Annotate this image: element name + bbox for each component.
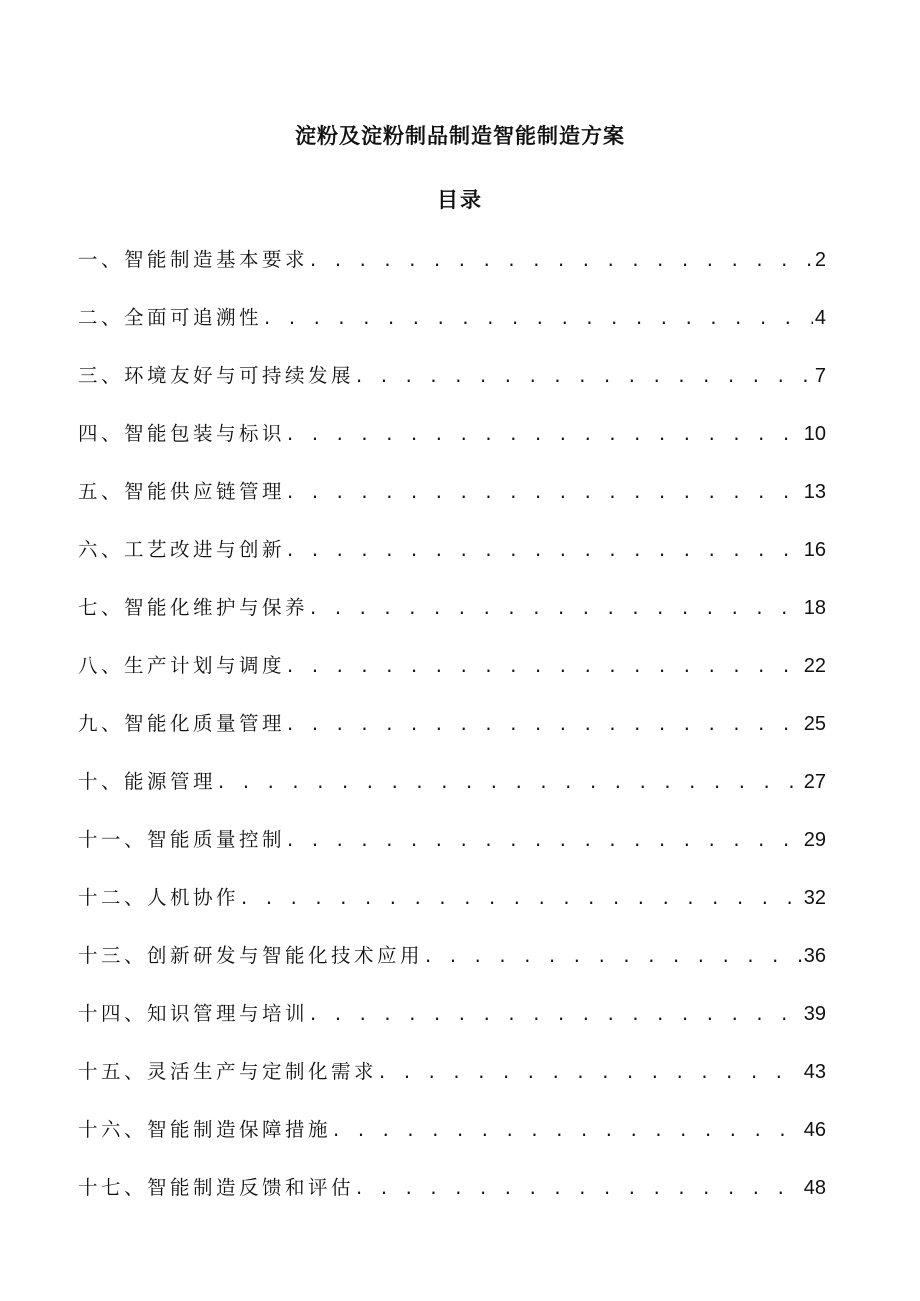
table-of-contents xyxy=(78,240,826,1226)
toc-entry-label: 七、智能化维护与保养 xyxy=(78,596,309,619)
toc-entry-page-number: 29 xyxy=(803,829,826,851)
toc-dot-leader xyxy=(379,1052,802,1092)
toc-entry[interactable] xyxy=(78,414,826,472)
toc-entry-page-number: 10 xyxy=(803,423,826,445)
toc-entry-page-number: 22 xyxy=(803,655,826,677)
toc-dot-leader xyxy=(287,530,802,570)
toc-entry[interactable] xyxy=(78,820,826,878)
toc-entry-label: 二、全面可追溯性 xyxy=(78,306,263,329)
toc-entry-page-number: 32 xyxy=(803,887,826,909)
toc-entry[interactable] xyxy=(78,1052,826,1110)
toc-entry-label: 三、环境友好与可持续发展 xyxy=(78,364,355,387)
toc-entry[interactable] xyxy=(78,878,826,936)
toc-entry[interactable] xyxy=(78,240,826,298)
toc-entry[interactable] xyxy=(78,762,826,820)
toc-entry-page-number: 46 xyxy=(803,1119,826,1141)
toc-entry-page-number: 27 xyxy=(803,771,826,793)
toc-entry-page-number: 36 xyxy=(803,945,826,967)
toc-dot-leader xyxy=(333,1110,802,1150)
toc-dot-leader xyxy=(310,588,802,628)
toc-entry-label: 八、生产计划与调度 xyxy=(78,654,286,677)
toc-entry-label: 五、智能供应链管理 xyxy=(78,480,286,503)
toc-dot-leader xyxy=(287,704,802,744)
toc-entry-page-number: 39 xyxy=(803,1003,826,1025)
toc-entry-label: 十七、智能制造反馈和评估 xyxy=(78,1176,355,1199)
toc-entry-label: 十、能源管理 xyxy=(78,770,217,793)
toc-entry-label: 十二、人机协作 xyxy=(78,886,240,909)
toc-entry-page-number: 13 xyxy=(803,481,826,503)
toc-entry-label: 十六、智能制造保障措施 xyxy=(78,1118,332,1141)
toc-dot-leader xyxy=(356,356,813,396)
toc-entry-page-number: 25 xyxy=(803,713,826,735)
toc-entry-page-number: 43 xyxy=(803,1061,826,1083)
toc-entry-label: 十四、知识管理与培训 xyxy=(78,1002,309,1025)
toc-entry-page-number: 48 xyxy=(803,1177,826,1199)
document-title: 淀粉及淀粉制品制造智能制造方案 xyxy=(295,124,625,148)
toc-dot-leader xyxy=(218,762,802,802)
toc-dot-leader xyxy=(287,414,802,454)
toc-dot-leader xyxy=(425,936,802,976)
toc-dot-leader xyxy=(287,820,802,860)
toc-dot-leader xyxy=(287,472,802,512)
toc-entry-page-number: 16 xyxy=(803,539,826,561)
toc-entry[interactable] xyxy=(78,356,826,414)
toc-entry-page-number: 2 xyxy=(814,249,826,271)
toc-entry-page-number: 18 xyxy=(803,597,826,619)
toc-entry-page-number: 4 xyxy=(814,307,826,329)
toc-entry-label: 四、智能包装与标识 xyxy=(78,422,286,445)
toc-entry[interactable] xyxy=(78,472,826,530)
toc-entry[interactable] xyxy=(78,1110,826,1168)
toc-dot-leader xyxy=(264,298,813,338)
toc-dot-leader xyxy=(310,994,802,1034)
toc-entry[interactable] xyxy=(78,588,826,646)
toc-heading: 目录 xyxy=(437,188,483,212)
toc-dot-leader xyxy=(241,878,802,918)
toc-entry[interactable] xyxy=(78,530,826,588)
toc-entry[interactable] xyxy=(78,936,826,994)
toc-entry-label: 十三、创新研发与智能化技术应用 xyxy=(78,944,424,967)
toc-entry-label: 一、智能制造基本要求 xyxy=(78,248,309,271)
toc-entry[interactable] xyxy=(78,704,826,762)
toc-dot-leader xyxy=(356,1168,802,1208)
toc-entry[interactable] xyxy=(78,298,826,356)
toc-entry[interactable] xyxy=(78,994,826,1052)
toc-entry-label: 十一、智能质量控制 xyxy=(78,828,286,851)
toc-entry[interactable] xyxy=(78,1168,826,1226)
toc-entry-page-number: 7 xyxy=(814,365,826,387)
toc-entry-label: 十五、灵活生产与定制化需求 xyxy=(78,1060,378,1083)
toc-entry[interactable] xyxy=(78,646,826,704)
toc-dot-leader xyxy=(287,646,802,686)
toc-dot-leader xyxy=(310,240,813,280)
toc-entry-label: 六、工艺改进与创新 xyxy=(78,538,286,561)
toc-entry-label: 九、智能化质量管理 xyxy=(78,712,286,735)
